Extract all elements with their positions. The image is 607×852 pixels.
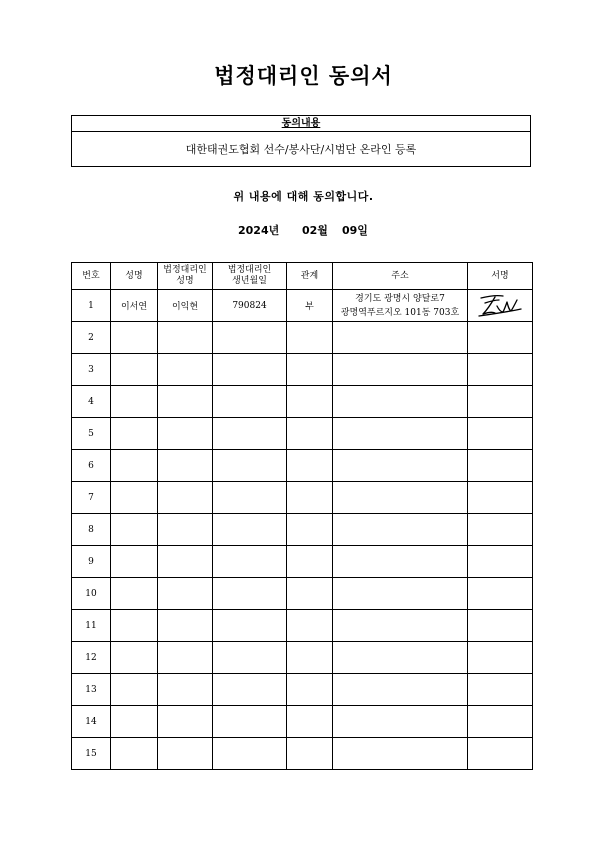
row-address: [333, 450, 468, 482]
row-address: [333, 386, 468, 418]
row-name: [111, 482, 158, 514]
header-guardian-birth-line2: 생년월일: [232, 276, 267, 286]
row-name: [111, 546, 158, 578]
row-guardian-name: [158, 514, 213, 546]
row-address: [333, 610, 468, 642]
row-no: 10: [72, 578, 111, 610]
row-signature: [468, 546, 533, 578]
row-relation: [287, 610, 333, 642]
row-no: 14: [72, 706, 111, 738]
row-signature: [468, 482, 533, 514]
row-name: [111, 322, 158, 354]
row-no: 8: [72, 514, 111, 546]
row-signature: [468, 322, 533, 354]
row-relation: [287, 322, 333, 354]
header-name: 성명: [111, 263, 158, 290]
row-guardian-name: [158, 450, 213, 482]
row-address-line1: 경기도 광명시 양달로7: [355, 293, 445, 304]
row-guardian-name: [158, 738, 213, 770]
row-guardian-name: [158, 578, 213, 610]
date-year: 2024년: [238, 224, 280, 237]
header-guardian-birth: [213, 263, 287, 290]
row-guardian-birth: [213, 386, 287, 418]
row-no: 12: [72, 642, 111, 674]
row-relation: [287, 546, 333, 578]
row-no: 11: [72, 610, 111, 642]
row-name: [111, 706, 158, 738]
row-address: [333, 738, 468, 770]
table-row: [72, 610, 533, 642]
row-name: [111, 578, 158, 610]
header-relation: 관계: [287, 263, 333, 290]
table-row: [72, 674, 533, 706]
row-signature: [468, 418, 533, 450]
row-guardian-name: [158, 610, 213, 642]
row-relation: [287, 386, 333, 418]
row-guardian-birth: [213, 578, 287, 610]
table-row: [72, 482, 533, 514]
header-guardian-birth-line1: 법정대리인: [227, 265, 272, 275]
row-signature: [468, 386, 533, 418]
row-guardian-name: [158, 546, 213, 578]
table-row: [72, 578, 533, 610]
row-guardian-birth: [213, 514, 287, 546]
row-signature: [468, 450, 533, 482]
header-guardian-name-line2: 성명: [176, 276, 194, 286]
row-address: [333, 578, 468, 610]
row-no: 6: [72, 450, 111, 482]
row-name: [111, 738, 158, 770]
row-guardian-name: [158, 482, 213, 514]
agreement-statement: 위 내용에 대해 동의합니다.: [233, 190, 374, 203]
row-signature: [468, 514, 533, 546]
row-name: [111, 514, 158, 546]
row-signature: [468, 290, 533, 322]
row-guardian-birth: [213, 450, 287, 482]
document-title: 법정대리인 동의서: [214, 64, 393, 88]
consent-content-header-label: 동의내용: [281, 118, 321, 129]
consent-content-body: 대한태권도협회 선수/봉사단/시범단 온라인 등록: [185, 143, 417, 156]
table-row: [72, 738, 533, 770]
row-guardian-name: [158, 674, 213, 706]
signature-image: [475, 292, 525, 320]
row-no: 1: [72, 290, 111, 322]
header-no: 번호: [72, 263, 111, 290]
table-row: [72, 322, 533, 354]
row-address-line2: 광명역푸르지오 101동 703호: [340, 307, 460, 318]
row-relation: [287, 578, 333, 610]
row-no: 7: [72, 482, 111, 514]
row-address: [333, 546, 468, 578]
row-relation: 부: [287, 290, 333, 322]
table-row: [72, 354, 533, 386]
row-signature: [468, 354, 533, 386]
row-guardian-birth: [213, 354, 287, 386]
row-signature: [468, 674, 533, 706]
consent-content-header: [72, 116, 530, 132]
row-signature: [468, 578, 533, 610]
row-guardian-name: [158, 418, 213, 450]
date-month: 02월: [302, 224, 328, 237]
row-guardian-name: [158, 386, 213, 418]
row-no: 15: [72, 738, 111, 770]
row-name: [111, 386, 158, 418]
row-relation: [287, 514, 333, 546]
row-address: [333, 674, 468, 706]
row-name: 이서연: [111, 290, 158, 322]
row-guardian-name: [158, 322, 213, 354]
table-row: [72, 546, 533, 578]
table-row: [72, 386, 533, 418]
row-guardian-birth: [213, 610, 287, 642]
row-address: [333, 482, 468, 514]
row-name: [111, 610, 158, 642]
row-relation: [287, 674, 333, 706]
row-address: [333, 514, 468, 546]
table-row: [72, 514, 533, 546]
row-guardian-name: [158, 354, 213, 386]
row-name: [111, 354, 158, 386]
row-guardian-birth: [213, 322, 287, 354]
table-row: [72, 418, 533, 450]
table-row: [72, 706, 533, 738]
row-address: [333, 418, 468, 450]
row-address: [333, 354, 468, 386]
header-signature: 서명: [468, 263, 533, 290]
table-header-row: [72, 263, 533, 290]
header-address: 주소: [333, 263, 468, 290]
row-relation: [287, 418, 333, 450]
row-guardian-birth: [213, 482, 287, 514]
row-no: 3: [72, 354, 111, 386]
row-no: 5: [72, 418, 111, 450]
row-relation: [287, 706, 333, 738]
row-name: [111, 642, 158, 674]
row-guardian-name: [158, 642, 213, 674]
row-guardian-name: 이익현: [158, 290, 213, 322]
row-signature: [468, 706, 533, 738]
row-name: [111, 418, 158, 450]
row-no: 2: [72, 322, 111, 354]
row-relation: [287, 738, 333, 770]
row-no: 9: [72, 546, 111, 578]
date-day: 09일: [342, 224, 368, 237]
row-no: 4: [72, 386, 111, 418]
guardian-table: [71, 262, 533, 770]
row-address: [333, 290, 468, 322]
row-name: [111, 450, 158, 482]
row-relation: [287, 354, 333, 386]
consent-content-box: [71, 115, 531, 167]
row-signature: [468, 738, 533, 770]
row-name: [111, 674, 158, 706]
table-row: [72, 450, 533, 482]
row-no: 13: [72, 674, 111, 706]
row-relation: [287, 642, 333, 674]
row-guardian-birth: [213, 418, 287, 450]
row-guardian-birth: [213, 674, 287, 706]
row-signature: [468, 642, 533, 674]
row-guardian-birth: [213, 642, 287, 674]
row-address: [333, 642, 468, 674]
row-address: [333, 322, 468, 354]
header-guardian-name-line1: 법정대리인: [163, 265, 207, 275]
row-signature: [468, 610, 533, 642]
table-row: [72, 290, 533, 322]
header-guardian-name: [158, 263, 213, 290]
row-relation: [287, 482, 333, 514]
table-row: [72, 642, 533, 674]
row-guardian-birth: [213, 706, 287, 738]
row-address: [333, 706, 468, 738]
row-guardian-name: [158, 706, 213, 738]
row-relation: [287, 450, 333, 482]
row-guardian-birth: 790824: [213, 290, 287, 322]
row-guardian-birth: [213, 546, 287, 578]
row-guardian-birth: [213, 738, 287, 770]
